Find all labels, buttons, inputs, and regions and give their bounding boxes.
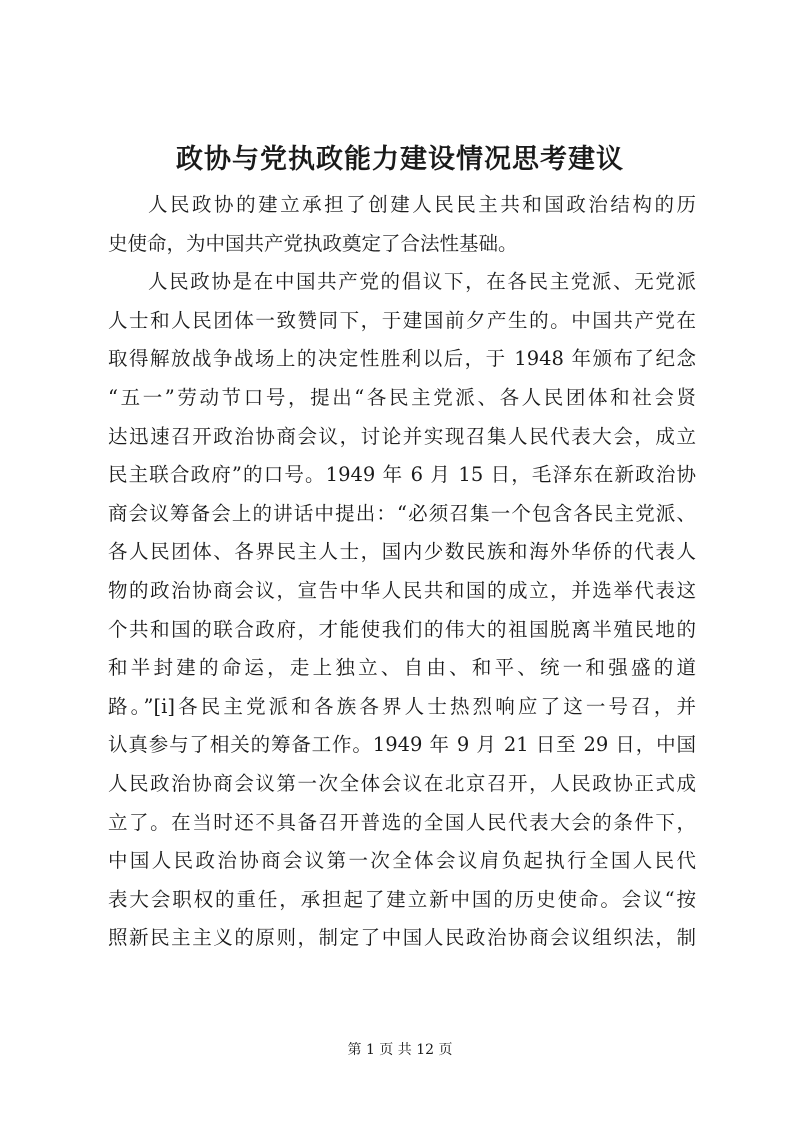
paragraph-line: 表大会职权的重任，承担起了建立新中国的历史使命。会议“按 [108,887,696,911]
paragraph-line: 民主联合政府”的口号。1949 年 6 月 15 日，毛泽东在新政治协 [108,463,696,487]
paragraph-line: 人民政协是在中国共产党的倡议下，在各民主党派、无党派 [148,270,696,294]
paragraph-line: 立了。在当时还不具备召开普选的全国人民代表大会的条件下， [108,810,696,834]
paragraph-line: 取得解放战争战场上的决定性胜利以后，于 1948 年颁布了纪念 [108,347,696,371]
document-body [108,186,696,958]
paragraph-line: 人民政治协商会议第一次全体会议在北京召开，人民政协正式成 [108,771,696,795]
document-title: 政协与党执政能力建设情况思考建议 [176,144,624,175]
paragraph-line: 路。”[i]各民主党派和各族各界人士热烈响应了这一号召，并 [108,694,696,718]
paragraph-line: 个共和国的联合政府，才能使我们的伟大的祖国脱离半殖民地的 [108,617,696,641]
paragraph-line: 物的政治协商会议，宣告中华人民共和国的成立，并选举代表这 [108,578,696,602]
paragraph-line: “五一”劳动节口号，提出“各民主党派、各人民团体和社会贤 [108,385,696,409]
paragraph-line: 达迅速召开政治协商会议，讨论并实现召集人民代表大会，成立 [108,424,696,448]
paragraph-line: 中国人民政治协商会议第一次全体会议肩负起执行全国人民代 [108,849,696,873]
paragraph-line: 人民政协的建立承担了创建人民民主共和国政治结构的历 [148,193,696,216]
paragraph-line: 商会议筹备会上的讲话中提出：“必须召集一个包含各民主党派、 [108,501,696,525]
page-number-footer: 第 1 页 共 12 页 [347,1042,453,1058]
paragraph-line: 各人民团体、各界民主人士，国内少数民族和海外华侨的代表人 [108,540,696,564]
paragraph-line: 照新民主主义的原则，制定了中国人民政治协商会议组织法，制 [108,926,696,950]
paragraph-line: 人士和人民团体一致赞同下，于建国前夕产生的。中国共产党在 [108,308,696,332]
paragraph-line: 和半封建的命运，走上独立、自由、和平、统一和强盛的道 [108,656,696,680]
paragraph-line: 史使命，为中国共产党执政奠定了合法性基础。 [108,231,518,255]
paragraph-line: 认真参与了相关的筹备工作。1949 年 9 月 21 日至 29 日，中国 [108,733,696,757]
